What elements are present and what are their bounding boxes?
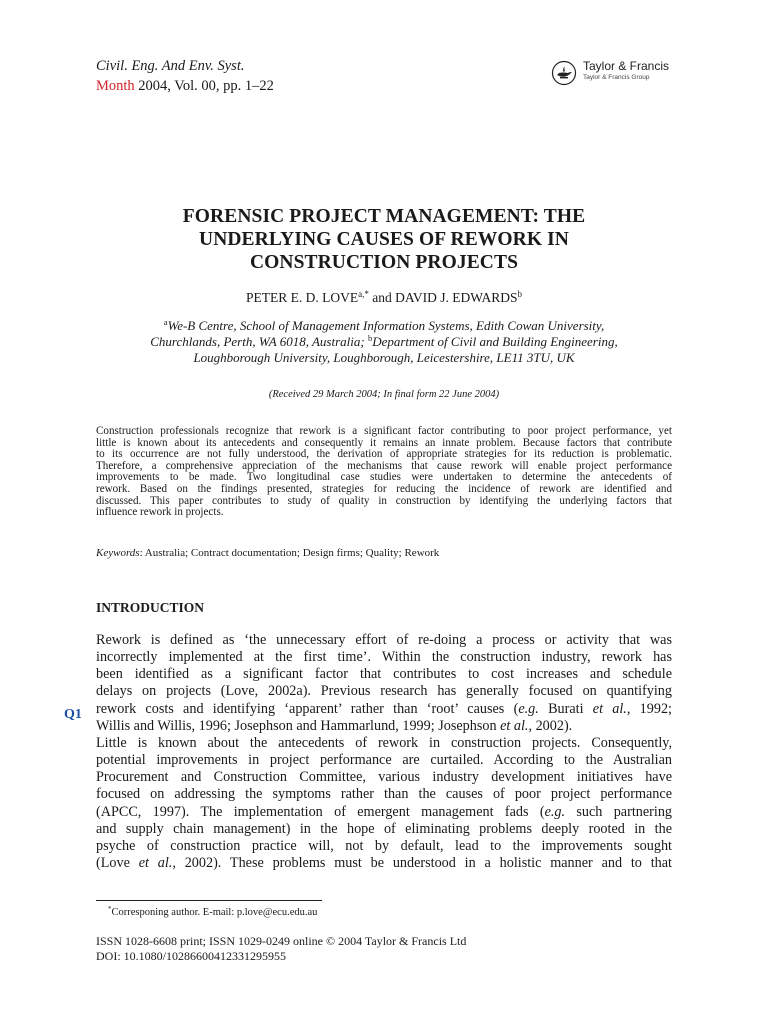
abstract-line: discussed. This paper contributes to study of quality in construction by identifying the underlying factors that bbox=[96, 494, 672, 507]
affiliation-line bbox=[96, 318, 672, 334]
body-line: incorrectly implemented at the first time’. Within the construction industry, rework has bbox=[96, 649, 672, 666]
affiliation-line bbox=[96, 334, 672, 350]
doi-line: DOI: 10.1080/10286600412331295955 bbox=[96, 948, 286, 963]
body-line: (APCC, 1997). The implementation of emergent management fads (e.g. such partnering bbox=[96, 803, 672, 820]
lamp-logo-icon bbox=[551, 60, 577, 86]
abstract-line: Construction professionals recognize that rework is a significant factor contributing to poor project performance, yet bbox=[96, 425, 672, 437]
publisher-name: Taylor & Francis bbox=[583, 59, 670, 73]
affiliations bbox=[96, 318, 672, 366]
issue-info: 2004, Vol. 00, pp. 1–22 bbox=[134, 78, 274, 94]
issn-block bbox=[96, 934, 466, 963]
body-line: Rework is defined as ‘the unnecessary effort of re-doing a process or activity that was bbox=[96, 632, 672, 648]
abstract-line: little is known about its antecedents and consequently it remains an innate problem. Because factors that contribute bbox=[96, 436, 672, 449]
issue-month: Month bbox=[96, 78, 135, 94]
body-line: delays on projects (Love, 2002a). Previous research has generally focused on quantifying bbox=[96, 683, 672, 700]
affiliation-text: Churchlands, Perth, WA 6018, Australia; bbox=[150, 334, 368, 349]
author-name: DAVID J. EDWARDS bbox=[395, 290, 518, 305]
body-line: focused on addressing the symptoms rather than the causes of poor project performance bbox=[96, 786, 672, 803]
keywords-label: Keywords bbox=[96, 547, 140, 559]
journal-citation bbox=[96, 56, 274, 96]
introduction-body bbox=[96, 632, 672, 872]
footnote-marker: * bbox=[108, 905, 112, 913]
abstract-line: influence rework in projects. bbox=[96, 506, 224, 519]
affiliation-marker: b bbox=[367, 333, 373, 343]
abstract-line: to its occurrence are not fully understood, the derivation of appropriate strategies for its reduction is problematic. bbox=[96, 448, 672, 461]
publisher-logo bbox=[551, 58, 681, 88]
body-line: Willis and Willis, 1996; Josephson and Hammarlund, 1999; Josephson et al., 2002). bbox=[96, 717, 573, 734]
body-line: (Love et al., 2002). These problems must be understood in a holistic manner and to that bbox=[96, 855, 672, 872]
body-line: Procurement and Construction Committee, various industry development initiatives have bbox=[96, 769, 672, 786]
keywords-list: Australia; Contract documentation; Design firms; Quality; Rework bbox=[142, 547, 440, 559]
body-line: been identified as a significant factor that contributes to cost increases and schedule bbox=[96, 666, 672, 683]
affiliation-line: Loughborough University, Loughborough, Leicestershire, LE11 3TU, UK bbox=[193, 350, 575, 365]
received-dates: (Received 29 March 2004; In final form 22 June 2004) bbox=[268, 389, 500, 400]
body-line: rework costs and identifying ‘apparent’ rather than ‘root’ causes (e.g. Burati et al., 1992; bbox=[96, 700, 672, 717]
abstract-line: improvements to be made. Two longitudinal case studies were undertaken to determine the antecedents of bbox=[96, 471, 672, 484]
issn-line: ISSN 1028-6608 print; ISSN 1029-0249 online © 2004 Taylor & Francis Ltd bbox=[96, 934, 467, 948]
title-line: UNDERLYING CAUSES OF REWORK IN bbox=[199, 229, 569, 250]
footnote bbox=[108, 906, 317, 920]
affiliation-text: Department of Civil and Building Engineering, bbox=[372, 334, 618, 349]
affiliation-marker: a bbox=[163, 317, 168, 327]
publisher-group: Taylor & Francis Group bbox=[583, 74, 650, 81]
paper-title bbox=[96, 205, 672, 274]
author-affiliation-marker: b bbox=[517, 289, 522, 299]
body-line: potential improvements in project performance are curtailed. According to the Australian bbox=[96, 752, 672, 769]
abstract-line: rework. Based on the findings presented, strategies for reducing the incidence of rework are identified and bbox=[96, 482, 672, 495]
query-marker: Q1 bbox=[64, 707, 82, 722]
keywords-colon: : bbox=[139, 547, 143, 559]
author-connector: and bbox=[368, 290, 396, 305]
section-heading: INTRODUCTION bbox=[96, 600, 205, 615]
body-line: Little is known about the antecedents of rework in construction projects. Consequently, bbox=[96, 734, 672, 751]
author-name: PETER E. D. LOVE bbox=[245, 290, 359, 305]
abstract bbox=[96, 426, 672, 519]
issue-line bbox=[96, 76, 274, 96]
author-list bbox=[96, 290, 672, 306]
keywords bbox=[96, 546, 439, 560]
footnote-rule bbox=[96, 900, 322, 901]
title-line: CONSTRUCTION PROJECTS bbox=[249, 252, 519, 273]
footnote-text: Corresponing author. E-mail: p.love@ecu.edu.au bbox=[111, 907, 318, 918]
journal-name: Civil. Eng. And Env. Syst. bbox=[96, 58, 245, 74]
body-line: psyche of construction practice will, not by default, lead to the improvements sought bbox=[96, 837, 672, 854]
body-line: and supply chain management) in the hope of eliminating problems deeply rooted in the bbox=[96, 820, 672, 837]
abstract-line: Therefore, a comprehensive appreciation of the mechanisms that cause rework will enable project performance bbox=[96, 459, 672, 472]
affiliation-text: We-B Centre, School of Management Information Systems, Edith Cowan University, bbox=[167, 318, 605, 333]
author-affiliation-marker: a,* bbox=[358, 289, 369, 299]
title-line: FORENSIC PROJECT MANAGEMENT: THE bbox=[182, 206, 586, 227]
